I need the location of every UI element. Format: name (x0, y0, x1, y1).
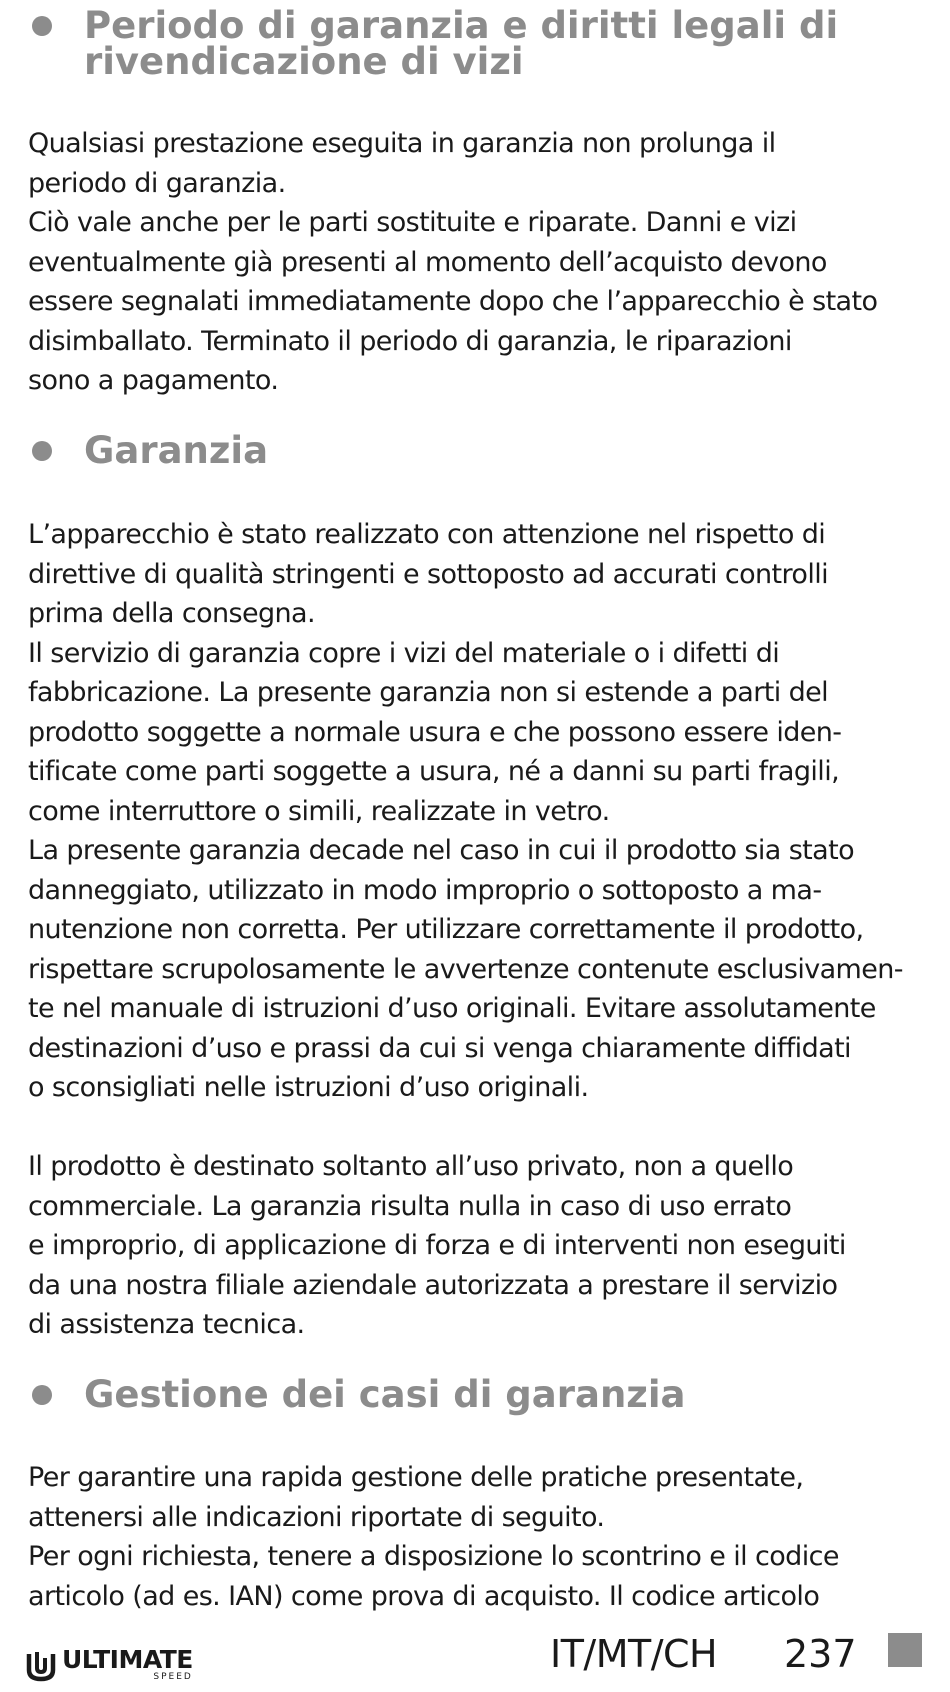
ultimate-speed-logo-icon (26, 1648, 56, 1682)
section-heading-warranty-handling (28, 1373, 928, 1416)
text-line: Il servizio di garanzia copre i vizi del materiale o i difetti di (28, 637, 780, 669)
heading-line: Periodo di garanzia e diritti legali di (84, 4, 839, 47)
text-line: da una nostra filiale aziendale autorizzata a prestare il servizio (28, 1269, 838, 1301)
text-line: Ciò vale anche per le parti sostituite e riparate. Danni e vizi (28, 207, 797, 238)
text-line: prodotto soggette a normale usura e che possono essere iden- (28, 716, 842, 748)
text-line: destinazioni d’uso e prassi da cui si venga chiaramente diffidati (28, 1032, 851, 1064)
text-line: L’apparecchio è stato realizzato con attenzione nel rispetto di (28, 519, 826, 550)
text-line: o sconsigliati nelle istruzioni d’uso originali. (28, 1072, 589, 1103)
text-line: danneggiato, utilizzato in modo improprio o sottoposto a ma- (28, 874, 822, 906)
section-heading-warranty (28, 429, 928, 472)
paragraph-private-use (28, 1147, 928, 1345)
text-line: La presente garanzia decade nel caso in cui il prodotto sia stato (28, 835, 855, 866)
text-line: come interruttore o simili, realizzate in vetro. (28, 795, 610, 827)
text-line: e improprio, di applicazione di forza e di interventi non eseguiti (28, 1230, 846, 1261)
text-line: direttive di qualità stringenti e sottoposto ad accurati controlli (28, 558, 829, 590)
text-line: te nel manuale di istruzioni d’uso originali. Evitare assolutamente (28, 993, 876, 1024)
text-line: commerciale. La garanzia risulta nulla in caso di uso errato (28, 1190, 792, 1222)
text-line: sono a pagamento. (28, 365, 279, 396)
text-line: attenersi alle indicazioni riportate di seguito. (28, 1501, 605, 1533)
text-line: disimballato. Terminato il periodo di garanzia, le riparazioni (28, 325, 792, 357)
text-line: di assistenza tecnica. (28, 1309, 305, 1340)
section-heading-warranty-period (28, 4, 928, 83)
text-line: eventualmente già presenti al momento dell’acquisto devono (28, 246, 827, 278)
text-line: periodo di garanzia. (28, 167, 286, 199)
page-marker-square (888, 1633, 922, 1667)
heading-line: rivendicazione di vizi (84, 40, 524, 83)
text-line: tificate come parti soggette a usura, né a danni su parti fragili, (28, 756, 840, 787)
text-line: Per ogni richiesta, tenere a disposizione lo scontrino e il codice (28, 1541, 839, 1572)
page-number: 237 (784, 1632, 857, 1676)
heading-line: Garanzia (84, 429, 269, 472)
heading-line: Gestione dei casi di garanzia (84, 1373, 686, 1416)
text-line: essere segnalati immediatamente dopo che l’apparecchio è stato (28, 286, 878, 317)
brand-wordmark (62, 1645, 193, 1682)
text-line: nutenzione non corretta. Per utilizzare correttamente il prodotto, (28, 914, 864, 945)
brand-name: ULTIMATE (62, 1645, 193, 1674)
text-line: Il prodotto è destinato soltanto all’uso privato, non a quello (28, 1151, 794, 1182)
text-line: prima della consegna. (28, 598, 315, 629)
text-line: Per garantire una rapida gestione delle pratiche presentate, (28, 1462, 804, 1493)
paragraph-warranty (28, 515, 928, 1108)
bullet-icon (32, 1385, 52, 1405)
paragraph-warranty-period (28, 124, 928, 401)
brand-logo (26, 1645, 193, 1685)
bullet-icon (32, 16, 52, 36)
text-line: Qualsiasi prestazione eseguita in garanzia non prolunga il (28, 128, 776, 159)
text-line: articolo (ad es. IAN) come prova di acquisto. Il codice articolo (28, 1580, 820, 1612)
bullet-icon (32, 441, 52, 461)
paragraph-warranty-handling (28, 1458, 928, 1616)
region-code: IT/MT/CH (550, 1632, 718, 1676)
text-line: fabbricazione. La presente garanzia non si estende a parti del (28, 677, 829, 708)
brand-subtitle: SPEED (153, 1672, 193, 1682)
text-line: rispettare scrupolosamente le avvertenze contenute esclusivamen- (28, 953, 903, 985)
